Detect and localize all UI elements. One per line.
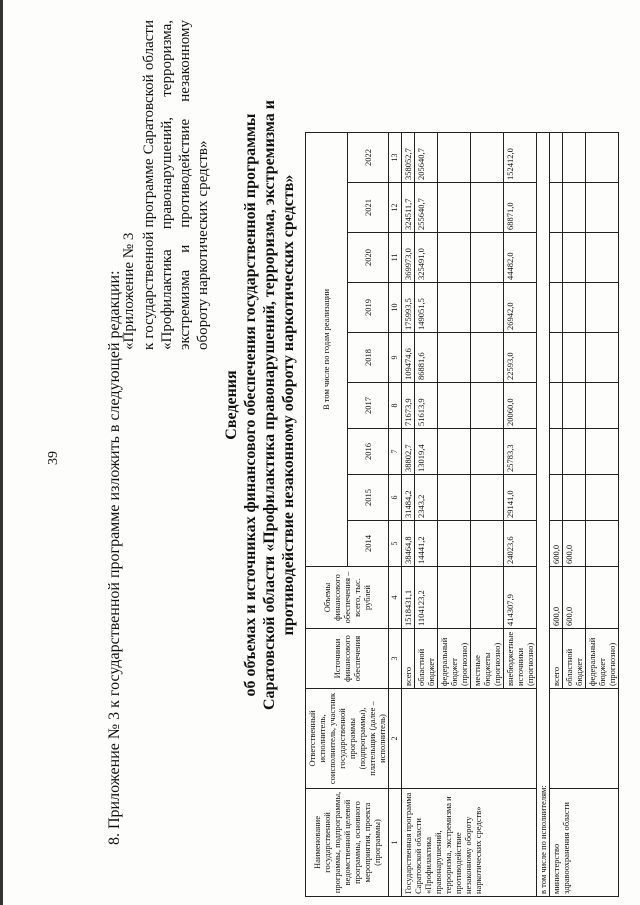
total-cell: 600,0 xyxy=(563,567,586,629)
year-value-cell xyxy=(471,475,504,521)
year-value-cell: 51613,9 xyxy=(415,383,438,429)
year-value-cell: 369973,0 xyxy=(402,233,415,283)
year-value-cell xyxy=(438,333,471,383)
year-value-cell xyxy=(471,133,504,183)
year-value-cell xyxy=(586,283,619,333)
year-value-cell xyxy=(438,233,471,283)
index-cell: 11 xyxy=(389,233,402,283)
year-value-cell xyxy=(563,383,586,429)
index-cell: 10 xyxy=(389,283,402,333)
header-by-years: В том числе по годам реализации xyxy=(306,133,348,567)
year-value-cell xyxy=(471,333,504,383)
total-cell xyxy=(471,567,504,629)
year-value-cell xyxy=(438,521,471,567)
appendix-text: к государственной программе Саратовской области «Профилактика правонарушений, терроризма, экстремизма и противодействие незаконному обороту наркотических средств» xyxy=(141,20,211,350)
executor-cell xyxy=(550,689,619,789)
year-value-cell: 44482,0 xyxy=(504,233,537,283)
year-value-cell: 600,0 xyxy=(563,521,586,567)
year-value-cell xyxy=(586,183,619,233)
source-cell: местные бюджеты (прогнозно) xyxy=(471,629,504,689)
year-value-cell: 325491,0 xyxy=(415,233,438,283)
total-cell xyxy=(438,567,471,629)
year-header: 2014 xyxy=(347,521,389,567)
year-value-cell: 2343,2 xyxy=(415,475,438,521)
heading-line1: Сведения xyxy=(223,370,240,440)
year-value-cell: 31484,2 xyxy=(402,475,415,521)
program-name-cell: Государственная программа Саратовской области «Профилактика правонарушений, терроризма, экстремизма и противодействие незаконному обороту наркотических средств» xyxy=(402,789,537,897)
header-total: Объемы финансового обеспечения – всего, тыс. рублей xyxy=(306,567,389,629)
ministry-rows xyxy=(550,133,619,897)
year-value-cell: 255640,7 xyxy=(415,183,438,233)
year-value-cell: 26942,0 xyxy=(504,283,537,333)
year-value-cell: 29141,0 xyxy=(504,475,537,521)
source-cell: областной бюджет xyxy=(415,629,438,689)
index-cell: 8 xyxy=(389,383,402,429)
year-value-cell xyxy=(471,521,504,567)
year-value-cell xyxy=(563,333,586,383)
year-value-cell xyxy=(438,429,471,475)
year-value-cell xyxy=(438,133,471,183)
year-value-cell xyxy=(550,183,563,233)
intro-text: 8. Приложение № 3 к государственной программе изложить в следующей редакции: xyxy=(106,270,123,845)
year-header: 2022 xyxy=(347,133,389,183)
year-value-cell: 14441,2 xyxy=(415,521,438,567)
year-header: 2020 xyxy=(347,233,389,283)
table-row xyxy=(402,133,415,897)
year-value-cell: 25783,3 xyxy=(504,429,537,475)
year-value-cell xyxy=(471,383,504,429)
year-value-cell: 20060,0 xyxy=(504,383,537,429)
year-value-cell xyxy=(586,383,619,429)
year-value-cell: 13019,4 xyxy=(415,429,438,475)
year-value-cell xyxy=(586,333,619,383)
year-value-cell xyxy=(550,233,563,283)
year-value-cell xyxy=(563,475,586,521)
year-value-cell: 71673,9 xyxy=(402,383,415,429)
table-row xyxy=(550,133,563,897)
year-value-cell xyxy=(438,183,471,233)
year-value-cell xyxy=(471,183,504,233)
year-value-cell: 324511,7 xyxy=(402,183,415,233)
document-heading xyxy=(222,95,298,715)
index-cell: 3 xyxy=(389,629,402,689)
index-cell: 2 xyxy=(389,689,402,789)
year-value-cell: 152412,0 xyxy=(504,133,537,183)
year-value-cell xyxy=(550,429,563,475)
appendix-title: «Приложение № 3 xyxy=(121,232,137,350)
year-value-cell xyxy=(563,183,586,233)
year-value-cell: 22593,0 xyxy=(504,333,537,383)
total-cell: 414307,9 xyxy=(504,567,537,629)
year-value-cell xyxy=(438,475,471,521)
header-executor: Ответственный исполнитель, соисполнитель, участник государственной программы (подпрограммы), плательщик (далее – исполнитель) xyxy=(306,689,389,789)
ministry-name-cell: министерство здравоохранения области xyxy=(550,789,619,897)
year-value-cell: 358052,7 xyxy=(402,133,415,183)
index-cell: 6 xyxy=(389,475,402,521)
index-cell: 9 xyxy=(389,333,402,383)
year-value-cell xyxy=(550,333,563,383)
year-value-cell xyxy=(586,133,619,183)
year-value-cell: 149051,5 xyxy=(415,283,438,333)
page-number: 39 xyxy=(46,451,61,465)
year-value-cell xyxy=(550,383,563,429)
year-value-cell xyxy=(563,429,586,475)
total-cell: 1104123,2 xyxy=(415,567,438,629)
appendix-note xyxy=(120,20,212,350)
source-cell: внебюджетные источники (прогнозно) xyxy=(504,629,537,689)
year-value-cell xyxy=(563,283,586,333)
index-row xyxy=(389,133,402,897)
index-cell: 4 xyxy=(389,567,402,629)
financing-table xyxy=(305,132,619,897)
executors-caption-row xyxy=(537,133,550,897)
header-row xyxy=(306,133,348,897)
year-header: 2021 xyxy=(347,183,389,233)
year-header: 2015 xyxy=(347,475,389,521)
header-source: Источники финансового обеспечения xyxy=(306,629,389,689)
source-cell: областной бюджет xyxy=(563,629,586,689)
year-value-cell xyxy=(471,283,504,333)
executor-cell xyxy=(402,689,537,789)
source-cell: всего xyxy=(402,629,415,689)
year-value-cell: 109474,6 xyxy=(402,333,415,383)
index-cell: 13 xyxy=(389,133,402,183)
index-cell: 5 xyxy=(389,521,402,567)
index-cell: 12 xyxy=(389,183,402,233)
source-cell: федеральный бюджет (прогнозно) xyxy=(586,629,619,689)
executors-caption: в том числе по исполнителям: xyxy=(537,133,550,897)
year-header: 2019 xyxy=(347,283,389,333)
year-value-cell xyxy=(586,475,619,521)
year-header: 2017 xyxy=(347,383,389,429)
year-value-cell: 175993,5 xyxy=(402,283,415,333)
total-cell: 600,0 xyxy=(550,567,563,629)
year-value-cell xyxy=(586,521,619,567)
year-value-cell xyxy=(550,283,563,333)
year-value-cell: 68871,0 xyxy=(504,183,537,233)
source-cell: федеральный бюджет (прогнозно) xyxy=(438,629,471,689)
year-value-cell: 600,0 xyxy=(550,521,563,567)
year-value-cell: 24023,6 xyxy=(504,521,537,567)
year-value-cell xyxy=(471,429,504,475)
year-value-cell: 38802,7 xyxy=(402,429,415,475)
year-value-cell: 205640,7 xyxy=(415,133,438,183)
heading-line2: об объемах и источниках финансового обеспечения государственной программы Саратовской области «Профилактика правонарушений, терроризма, экстремизма и противодействие незаконному обороту наркотических средств» xyxy=(242,100,297,710)
total-cell: 1518431,1 xyxy=(402,567,415,629)
year-value-cell xyxy=(563,233,586,283)
year-value-cell xyxy=(563,133,586,183)
year-value-cell xyxy=(586,429,619,475)
year-value-cell xyxy=(438,283,471,333)
year-value-cell xyxy=(550,133,563,183)
year-value-cell xyxy=(586,233,619,283)
year-header: 2016 xyxy=(347,429,389,475)
year-value-cell xyxy=(550,475,563,521)
index-cell: 7 xyxy=(389,429,402,475)
program-rows xyxy=(402,133,537,897)
year-header: 2018 xyxy=(347,333,389,383)
year-value-cell: 86881,6 xyxy=(415,333,438,383)
year-value-cell xyxy=(438,383,471,429)
index-cell: 1 xyxy=(389,789,402,897)
source-cell: всего xyxy=(550,629,563,689)
total-cell xyxy=(586,567,619,629)
year-value-cell: 38464,8 xyxy=(402,521,415,567)
header-name: Наименование государственной программы, подпрограммы, ведомственной целевой программы, основного мероприятия, проекта (программы) xyxy=(306,789,389,897)
year-value-cell xyxy=(471,233,504,283)
